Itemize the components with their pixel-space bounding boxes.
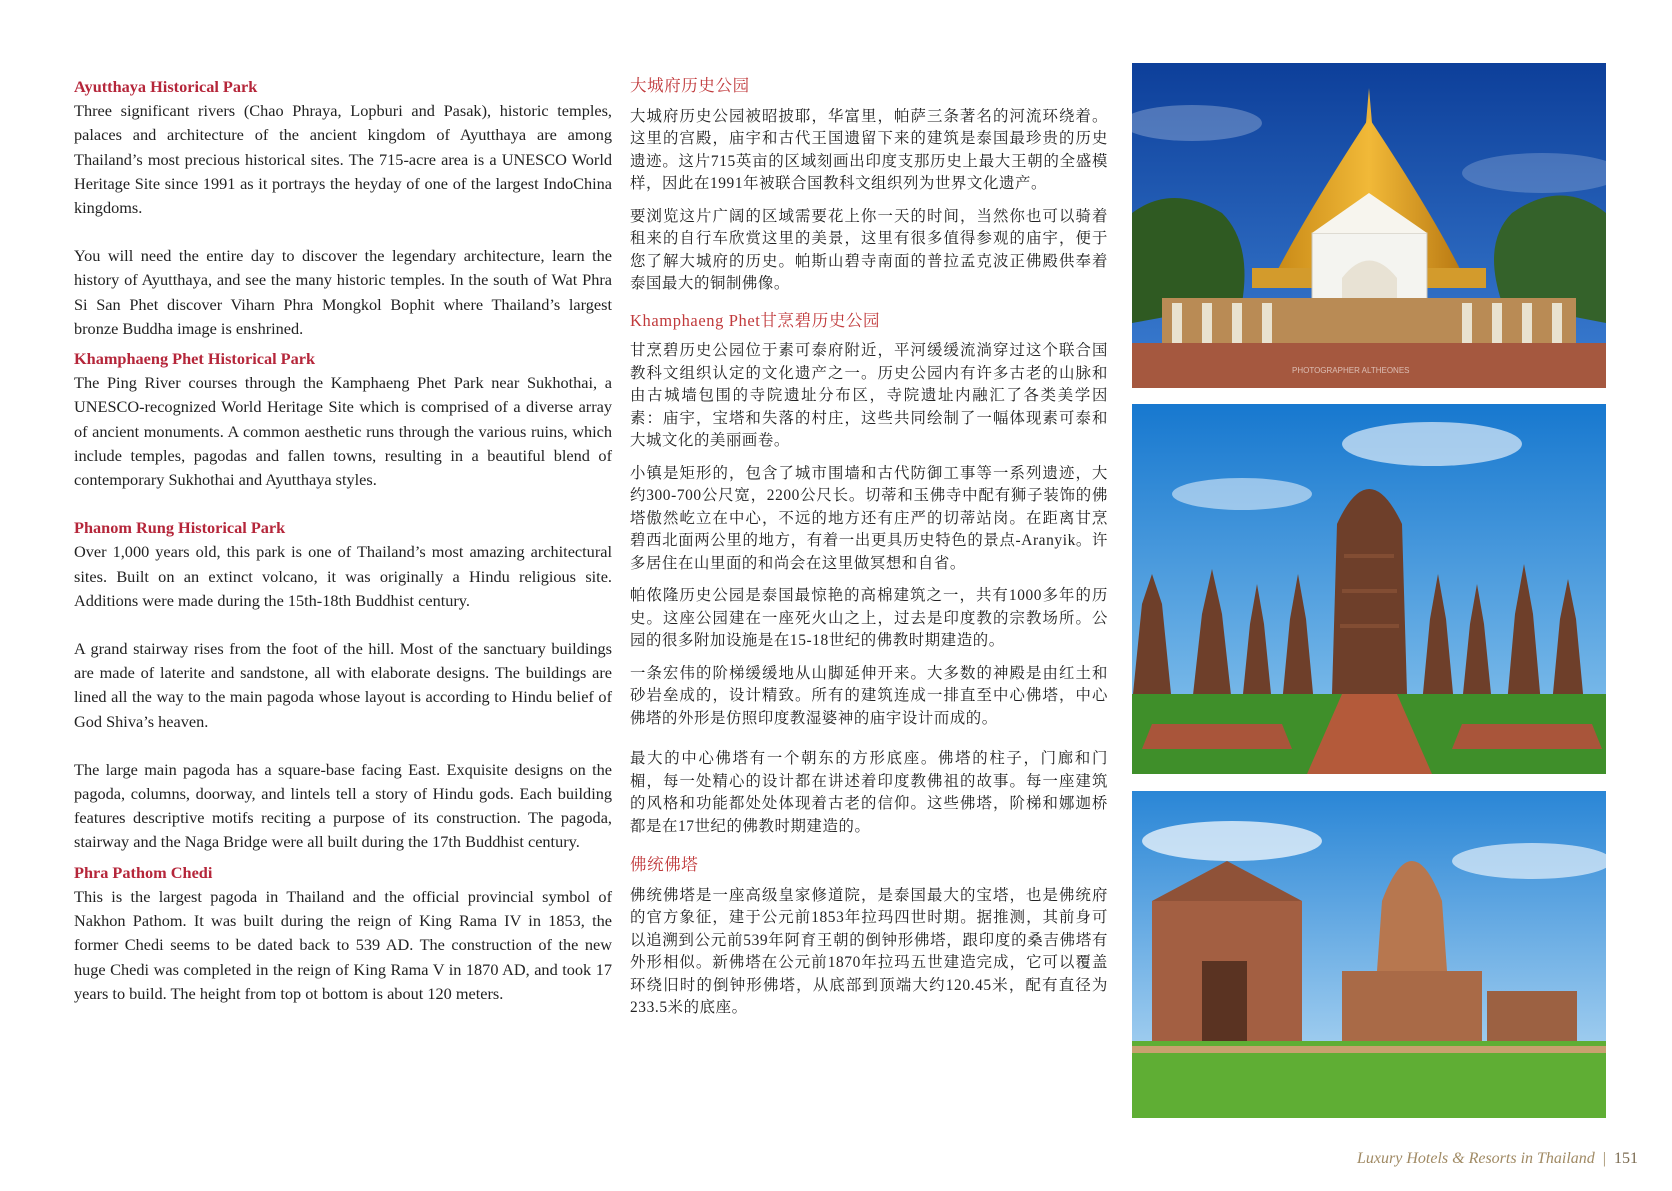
body-paragraph: This is the largest pagoda in Thailand and the official provincial symbol of Nakhon Pathom. It was built during the reign of King Rama IV in 1853, the former Chedi seems to be dated back to 539 AD. The construction of the new huge Chedi was completed in the reign of King Rama V in 1870 AD, and took 17 years to build. The height from top ot bottom is about 120 meters. xyxy=(74,886,612,1003)
phanom-rung-illustration xyxy=(1132,791,1606,1118)
footer-divider: | xyxy=(1602,1150,1606,1167)
body-paragraph: Three significant rivers (Chao Phraya, Lopburi and Pasak), historic temples, palaces and architecture of the ancient kingdom of Ayutthaya are among Thailand’s most precious historical sites. The 715-acre area is a UNESCO World Heritage Site since 1991 as it portrays the heyday of one of the largest IndoChina kingdoms. xyxy=(74,101,612,218)
ayutthaya-ruins-illustration xyxy=(1132,404,1606,774)
golden-chedi-illustration xyxy=(1132,63,1606,388)
body-paragraph-zh: 帕侬隆历史公园是泰国最惊艳的高棉建筑之一，共有1000多年的历史。这座公园建在一座死火山之上，过去是印度教的宗教场所。公园的很多附加设施是在15-18世纪的佛教时期建造的。 xyxy=(630,587,1108,649)
section-heading: Phra Pathom Chedi xyxy=(74,862,213,882)
section-heading: Khamphaeng Phet Historical Park xyxy=(74,349,316,369)
body-paragraph-zh: 最大的中心佛塔有一个朝东的方形底座。佛塔的柱子，门廊和门楣，每一处精心的设计都在讲述着印度教佛祖的故事。每一座建筑的风格和功能都处处体现着古老的信仰。这些佛塔，阶梯和娜迦桥都是在17世纪的佛教时期建造的。 xyxy=(630,750,1108,835)
chinese-column xyxy=(630,75,1108,1030)
golden-chedi-photo xyxy=(1132,63,1606,388)
section-heading: Phanom Rung Historical Park xyxy=(74,518,286,538)
ayutthaya-ruins-photo xyxy=(1132,404,1606,774)
section-heading-zh: Khamphaeng Phet甘烹碧历史公园 xyxy=(630,310,881,330)
body-paragraph: Over 1,000 years old, this park is one of Thailand’s most amazing architectural sites. Built on an extinct volcano, it was originally a Hindu religious site. Additions were made during the 15th-18th Buddhist century. xyxy=(74,542,612,610)
body-paragraph: A grand stairway rises from the foot of the hill. Most of the sanctuary buildings are made of laterite and sandstone, all with elaborate designs. The buildings are lined all the way to the main pagoda whose layout is according to Hindu belief of God Shiva’s heaven. xyxy=(74,639,612,731)
section-heading: Ayutthaya Historical Park xyxy=(74,77,258,96)
page-number: 151 xyxy=(1614,1150,1638,1167)
body-paragraph-zh: 一条宏伟的阶梯缓缓地从山脚延伸开来。大多数的神殿是由红土和砂岩垒成的，设计精致。所有的建筑连成一排直至中心佛塔，中心佛塔的外形是仿照印度教湿婆神的庙宇设计而成的。 xyxy=(630,664,1108,727)
page-footer xyxy=(1357,1150,1638,1168)
body-paragraph-zh: 大城府历史公园被昭披耶，华富里，帕萨三条著名的河流环绕着。这里的宫殿，庙宇和古代王国遗留下来的建筑是泰国最珍贵的历史遗迹。这片715英亩的区域刻画出印度支那历史上最大王朝的全盛模样，因此在1991年被联合国教科文组织列为世界文化遗产。 xyxy=(630,107,1108,192)
phanom-rung-temple-photo xyxy=(1132,791,1606,1118)
section-heading-zh: 佛统佛塔 xyxy=(630,855,699,874)
body-paragraph-zh: 甘烹碧历史公园位于素可泰府附近，平河缓缓流淌穿过这个联合国教科文组织认定的文化遗产之一。历史公园内有许多古老的山脉和由古城墙包围的寺院遗址分布区，寺院遗址内融汇了各类美学因素：庙宇，宝塔和失落的村庄，这些共同绘制了一幅体现素可泰和大城文化的美丽画卷。 xyxy=(630,342,1108,449)
publication-title: Luxury Hotels & Resorts in Thailand xyxy=(1357,1150,1595,1167)
body-paragraph: The large main pagoda has a square-base facing East. Exquisite designs on the pagoda, columns, doorway, and lintels tell a story of Hindu gods. Each building features descriptive motifs reciting a purpose of its construction. The pagoda, stairway and the Naga Bridge were all built during the 17th Buddhist century. xyxy=(74,759,612,852)
english-column xyxy=(74,75,612,1006)
body-paragraph: You will need the entire day to discover the legendary architecture, learn the history of Ayutthaya, and see the many historic temples. In the south of Wat Phra Si San Phet discover Viharn Phra Mongkol Bophit where Thailand’s largest bronze Buddha image is enshrined. xyxy=(74,246,612,338)
body-paragraph: The Ping River courses through the Kamphaeng Phet Park near Sukhothai, a UNESCO-recognized World Heritage Site which is comprised of a diverse array of ancient monuments. A common aesthetic runs through the various ruins, which include temples, pagodas and fallen towns, resulting in a beautiful blend of contemporary Sukhothai and Ayutthaya styles. xyxy=(74,373,612,490)
body-paragraph-zh: 小镇是矩形的，包含了城市围墙和古代防御工事等一系列遗迹，大约300-700公尺宽，2200公尺长。切蒂和玉佛寺中配有狮子装饰的佛塔傲然屹立在中心，不远的地方还有庄严的切蒂站岗。在距离甘烹碧西北面两公里的地方，有着一出更具历史特色的景点-Aranyik。许多居住在山里面的和尚会在这里做冥想和自省。 xyxy=(630,464,1108,572)
section-heading-zh: 大城府历史公园 xyxy=(630,76,750,95)
body-paragraph-zh: 佛统佛塔是一座高级皇家修道院，是泰国最大的宝塔，也是佛统府的官方象征，建于公元前1853年拉玛四世时期。据推测，其前身可以追溯到公元前539年阿育王朝的倒钟形佛塔，跟印度的桑吉佛塔有外形相似。新佛塔在公元前1870年拉玛五世建造完成，它可以覆盖环绕旧时的倒钟形佛塔，从底部到顶端大约120.45米，配有直径为233.5米的底座。 xyxy=(630,886,1108,1016)
body-paragraph-zh: 要浏览这片广阔的区域需要花上你一天的时间，当然你也可以骑着租来的自行车欣赏这里的美景，这里有很多值得参观的庙宇，便于您了解大城府的历史。帕斯山碧寺南面的普拉孟克波正佛殿供奉着泰国最大的铜制佛像。 xyxy=(630,207,1108,292)
photo-watermark: PHOTOGRAPHER ALTHEONES xyxy=(1292,366,1410,375)
